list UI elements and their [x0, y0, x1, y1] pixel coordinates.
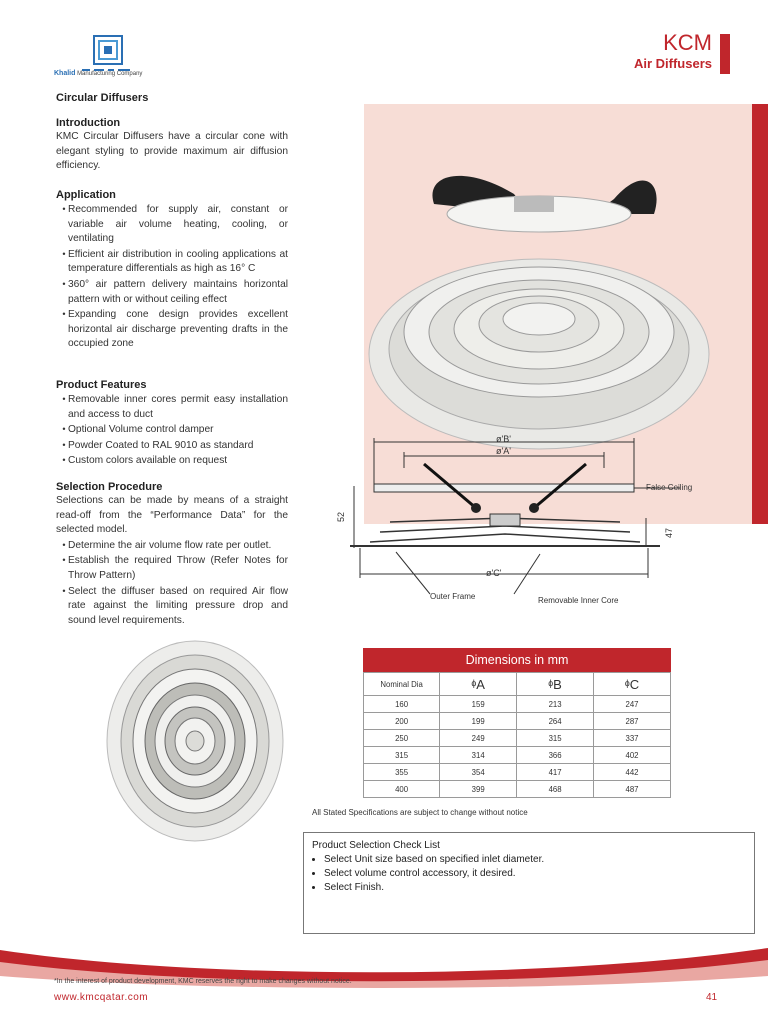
- footnote: *In the interest of product development, KMC reserves the right to make changes without notice.: [54, 978, 352, 985]
- features-block: [56, 378, 288, 469]
- table-row: [364, 747, 671, 764]
- list-item: • 360° air pattern delivery maintains horizontal pattern with or without ceiling effect: [68, 277, 288, 307]
- table-header: ᶲB: [517, 673, 594, 696]
- table-cell: 159: [440, 696, 517, 713]
- list-item: • Establish the required Throw (Refer Notes for Throw Pattern): [68, 553, 288, 583]
- dimensions-title: Dimensions in mm: [363, 648, 671, 672]
- table-cell: 366: [517, 747, 594, 764]
- list-item: • Select Unit size based on specified inlet diameter.: [324, 853, 746, 867]
- table-cell: 337: [594, 730, 671, 747]
- list-item: • Custom colors available on request: [68, 453, 288, 469]
- header-accent-bar: [720, 34, 730, 74]
- dim-label-a: ø'A': [496, 446, 511, 456]
- dimensions-table: [363, 672, 671, 798]
- table-cell: 200: [364, 713, 440, 730]
- dim-label-b: ø'B': [496, 434, 511, 444]
- false-ceiling-label: False Ceiling: [646, 483, 693, 492]
- height-52-label: 52: [336, 511, 347, 523]
- section-title: Circular Diffusers: [56, 92, 149, 104]
- logo-text: [54, 70, 142, 77]
- table-cell: 264: [517, 713, 594, 730]
- page-subtitle: Air Diffusers: [633, 56, 712, 71]
- page-number: 41: [706, 992, 718, 1003]
- table-cell: 160: [364, 696, 440, 713]
- side-accent-bar: [752, 104, 768, 524]
- list-item: • Determine the air volume flow rate per outlet.: [68, 538, 288, 554]
- website-link[interactable]: www.kmcqatar.com: [54, 992, 149, 1003]
- inner-core-label: Removable Inner Core: [538, 596, 619, 605]
- intro-text: KMC Circular Diffusers have a circular cone with elegant styling to provide maximum air diffusion efficiency.: [56, 131, 288, 172]
- intro-heading: Introduction: [56, 117, 121, 129]
- table-row: [364, 713, 671, 730]
- section-drawing: [330, 428, 710, 608]
- table-header: Nominal Dia: [364, 673, 440, 696]
- table-header: ᶲA: [440, 673, 517, 696]
- features-heading: Product Features: [56, 379, 147, 391]
- intro-block: [56, 116, 288, 174]
- selection-block: [56, 480, 288, 628]
- list-item: • Select the diffuser based on required Air flow rate against the limiting pressure drop and sound level requirements.: [68, 584, 288, 629]
- table-cell: 402: [594, 747, 671, 764]
- table-row: [364, 696, 671, 713]
- application-block: [56, 188, 288, 352]
- table-cell: 247: [594, 696, 671, 713]
- list-item: • Optional Volume control damper: [68, 422, 288, 438]
- list-item: • Expanding cone design provides excellent horizontal air discharge preventing drafts in the occupied zone: [68, 307, 288, 352]
- list-item: • Efficient air distribution in cooling applications at temperature differentials as high as 16° C: [68, 247, 288, 277]
- selection-text: Selections can be made by means of a straight read-off from the “Performance Data” for the selected model.: [56, 495, 288, 536]
- logo-subname: Manufacturing Company: [77, 71, 143, 77]
- diffuser-front-photo-icon: [100, 636, 290, 846]
- table-header-row: [364, 673, 671, 696]
- table-row: [364, 730, 671, 747]
- table-cell: 315: [517, 730, 594, 747]
- height-47-label: 47: [664, 527, 675, 539]
- list-item: • Powder Coated to RAL 9010 as standard: [68, 438, 288, 454]
- table-cell: 250: [364, 730, 440, 747]
- table-header: ᶲC: [594, 673, 671, 696]
- brand-title: KCM: [663, 30, 712, 55]
- table-cell: 314: [440, 747, 517, 764]
- checklist-title: Product Selection Check List: [312, 840, 440, 851]
- table-row: [364, 764, 671, 781]
- list-item: • Select volume control accessory, it desired.: [324, 867, 746, 881]
- list-item: • Recommended for supply air, constant or variable air volume heating, cooling, or ventilating: [68, 202, 288, 247]
- spec-note: All Stated Specifications are subject to change without notice: [312, 808, 528, 817]
- table-cell: 399: [440, 781, 517, 798]
- table-cell: 355: [364, 764, 440, 781]
- application-heading: Application: [56, 189, 116, 201]
- table-row: [364, 781, 671, 798]
- outer-frame-label: Outer Frame: [430, 592, 476, 601]
- dim-label-c: ø'C': [486, 568, 502, 578]
- checklist-box: [303, 832, 755, 934]
- list-item: • Removable inner cores permit easy installation and access to duct: [68, 392, 288, 422]
- table-cell: 442: [594, 764, 671, 781]
- table-cell: 468: [517, 781, 594, 798]
- table-cell: 287: [594, 713, 671, 730]
- list-item: • Select Finish.: [324, 881, 746, 895]
- table-cell: 199: [440, 713, 517, 730]
- table-cell: 249: [440, 730, 517, 747]
- table-cell: 417: [517, 764, 594, 781]
- table-cell: 213: [517, 696, 594, 713]
- selection-heading: Selection Procedure: [56, 481, 163, 493]
- table-cell: 400: [364, 781, 440, 798]
- table-cell: 487: [594, 781, 671, 798]
- table-cell: 354: [440, 764, 517, 781]
- logo-name: Khalid: [54, 70, 76, 77]
- table-cell: 315: [364, 747, 440, 764]
